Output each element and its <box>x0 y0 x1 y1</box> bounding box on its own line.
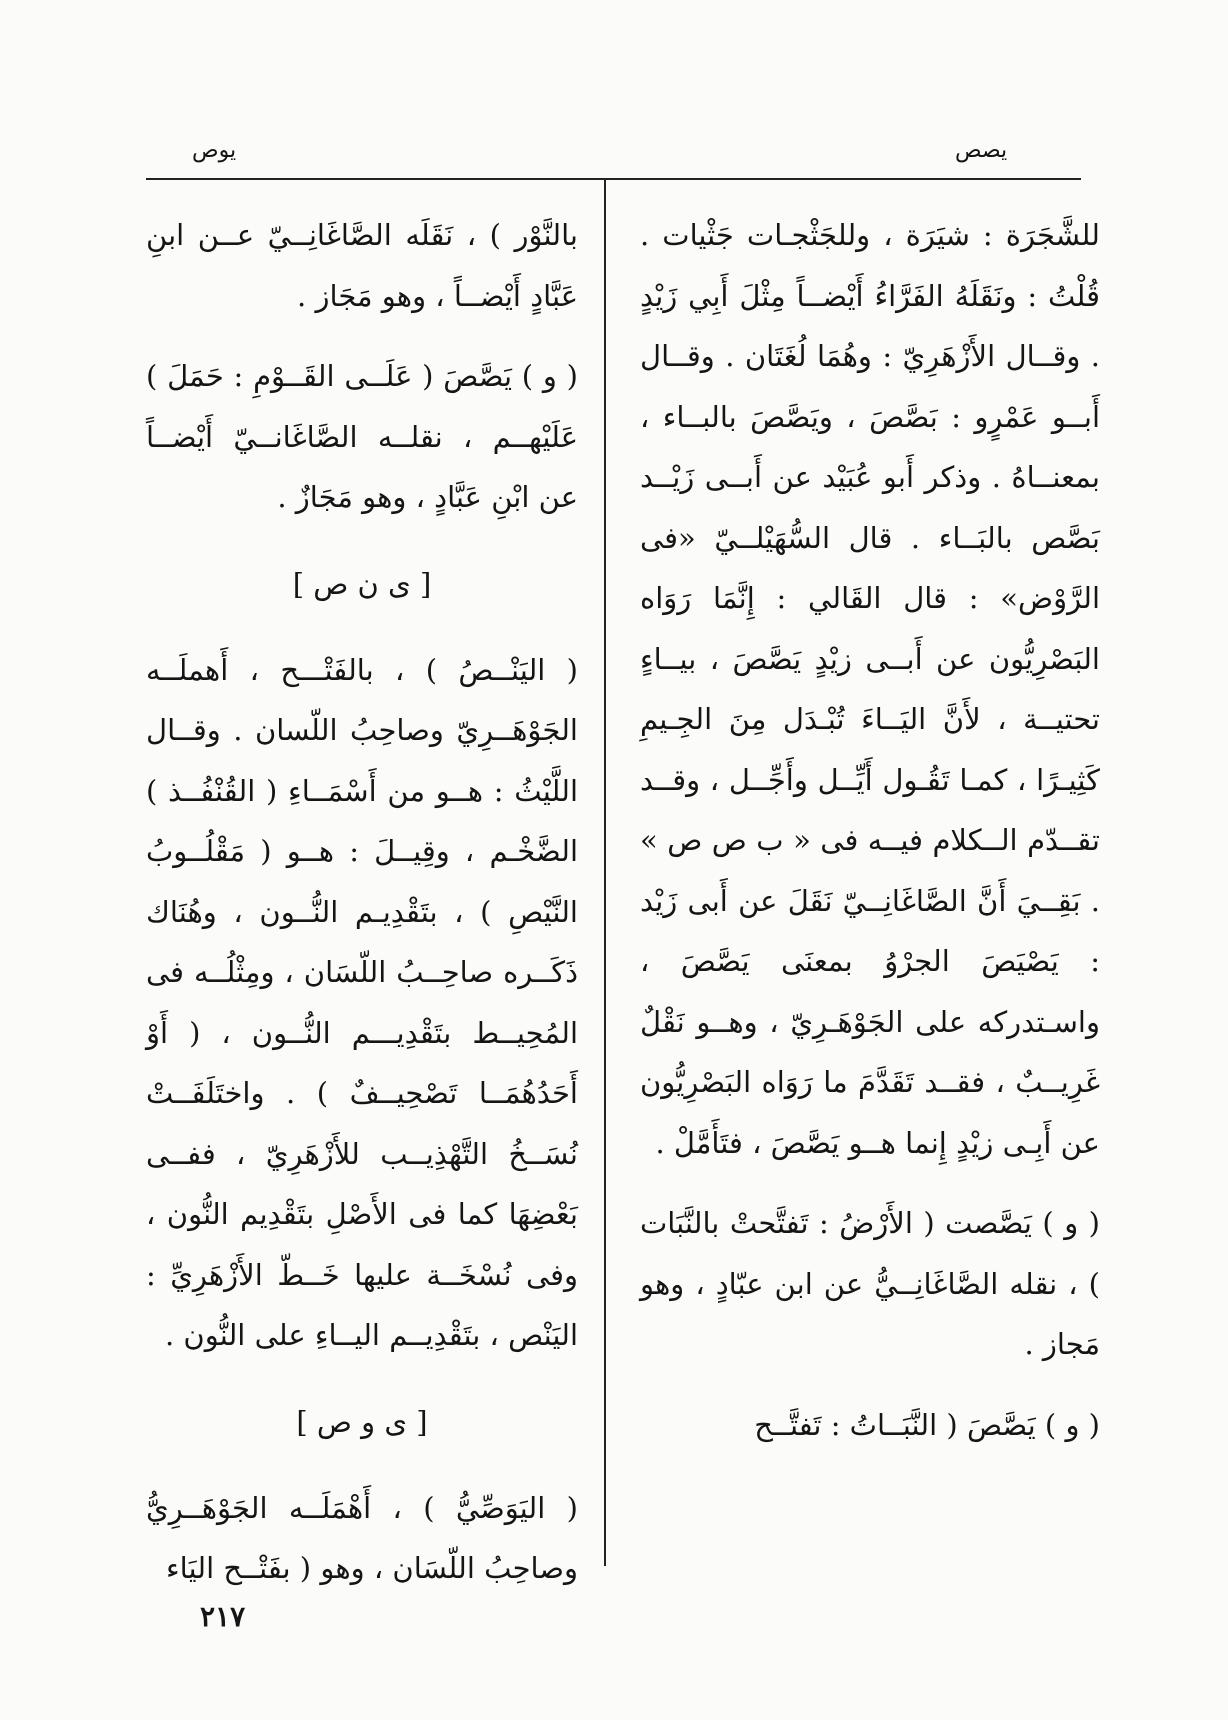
right-column <box>640 205 1100 1455</box>
running-head-right: يصص <box>955 138 1008 163</box>
paragraph: ( و ) يَصَّصت ( الأَرْضُ : تَفتَّحتْ بالنَّبَات ) ، نقله الصَّاغَانِــيُّ عن ابن عبّادٍ ، وهو مَجاز . <box>640 1206 1100 1361</box>
column-divider <box>604 180 606 1566</box>
page-number: ٢١٧ <box>200 1600 246 1633</box>
paragraph: ( اليَوَصِّيُّ ) ، أَهْمَلَــه الجَوْهَــرِيُّ وصاحِبُ اللّسَان ، وهو ( بفَتْــح اليَاء <box>146 1490 578 1585</box>
paragraph: للشَّجَرَة : شيَرَة ، وللجَثْجـات جَثْيات . قُلْتُ : ونَقَلَهُ الفَرَّاءُ أَيْضــاً مِثْلَ أَبِي زَيْدٍ . وقــال الأَزْهَرِيّ : وهُمَا لُغَتَان . وقــال أَبــو عَمْرٍو : بَصَّصَ ، ويَصَّصَ بالبــاء ، بمعنــاهُ . وذكر أَبو عُبَيْد عن أَبــى زَيْــد بَصَّص بالبَــاء . قال السُّهَيْلــيّ «فى الرَّوْض» : قال القَالي : إِنَّمَا رَوَاه البَصْرِيُّون عن أَبــى زيْدٍ يَصَّصَ ، بيــاءٍ تحتيــة ، لأَنَّ اليَــاءَ تُبْـدَل مِنَ الجِـيمِ كَثِيـرًا ، كمـا تَقُـول أَيِّــل وأَجِّــل ، وقــد تقــدّم الــكلام فيــه فى « ب ص ص » . بَقِــيَ أَنَّ الصَّاغَانِــيّ نَقَلَ عن أَبى زَيْد : يَصْيَصَ الجرْوُ بمعنَى يَصَّصَ ، واسـتدركه على الجَوْهَـرِيّ ، وهــو نَقْلٌ غَرِيــبٌ ، فقــد تَقَدَّمَ ما رَوَاه البَصْرِيُّون عن أَبِـى زيْدٍ إِنما هــو يَصَّصَ ، فتَأَمَّلْ . <box>640 218 1100 1160</box>
header-rule <box>146 178 1081 180</box>
paragraph: ( و ) يَصَّصَ ( عَلَــى القَــوْمِ : حَمَلَ ) عَلَيْهــم ، نقلــه الصَّاغَانــيّ أَيْضــاً عن ابْنِ عَبَّادٍ ، وهو مَجَازٌ . <box>146 359 578 514</box>
entry-heading: [ ى و ص ] <box>296 1404 428 1439</box>
entry-heading: [ ى ن ص ] <box>292 566 432 601</box>
running-head-left: يوص <box>192 138 237 163</box>
paragraph: ( اليَنْــصُ ) ، بالفَتْـــح ، أَهملَــه الجَوْهَــرِيّ وصاحِبُ اللّسان . وقــال اللَّيْثُ : هــو من أَسْمَــاءِ ( القُنْفُــذ ) الضَّخْـم ، وقِيــلَ : هــو ( مَقْلُــوبُ النَّيْصِ ) ، بتَقْدِيـم النُّــون ، وهُنَاك ذَكَــره صاحِــبُ اللّسَان ، ومِثْلُــه فى المُحِيــط بتَقْدِيـــم النُّــون ، ( أَوْ أَحَدُهُمَــا تَصْحِيــفٌ ) . واختَلَفَــتْ نُسَــخُ التَّهْذِيــب للأَزْهَرِيّ ، ففــى بَعْضِهَا كما فى الأَصْلِ بتَقْدِيم النُّون ، وفى نُسْخَــة عليها خَــطّ الأَزْهَرِيِّ : اليَنْص ، بتَقْدِيــم اليــاءِ على النُّون . <box>146 652 578 1352</box>
paragraph: بالنَّوْر ) ، نَقَلَه الصَّاغَانِــيّ عــن ابنِ عَبَّادٍ أَيْضــاً ، وهو مَجَاز . <box>146 218 578 313</box>
left-column <box>146 205 578 1599</box>
paragraph: ( و ) يَصَّصَ ( النَّبَــاتُ : تَفتَّــح <box>754 1407 1100 1442</box>
